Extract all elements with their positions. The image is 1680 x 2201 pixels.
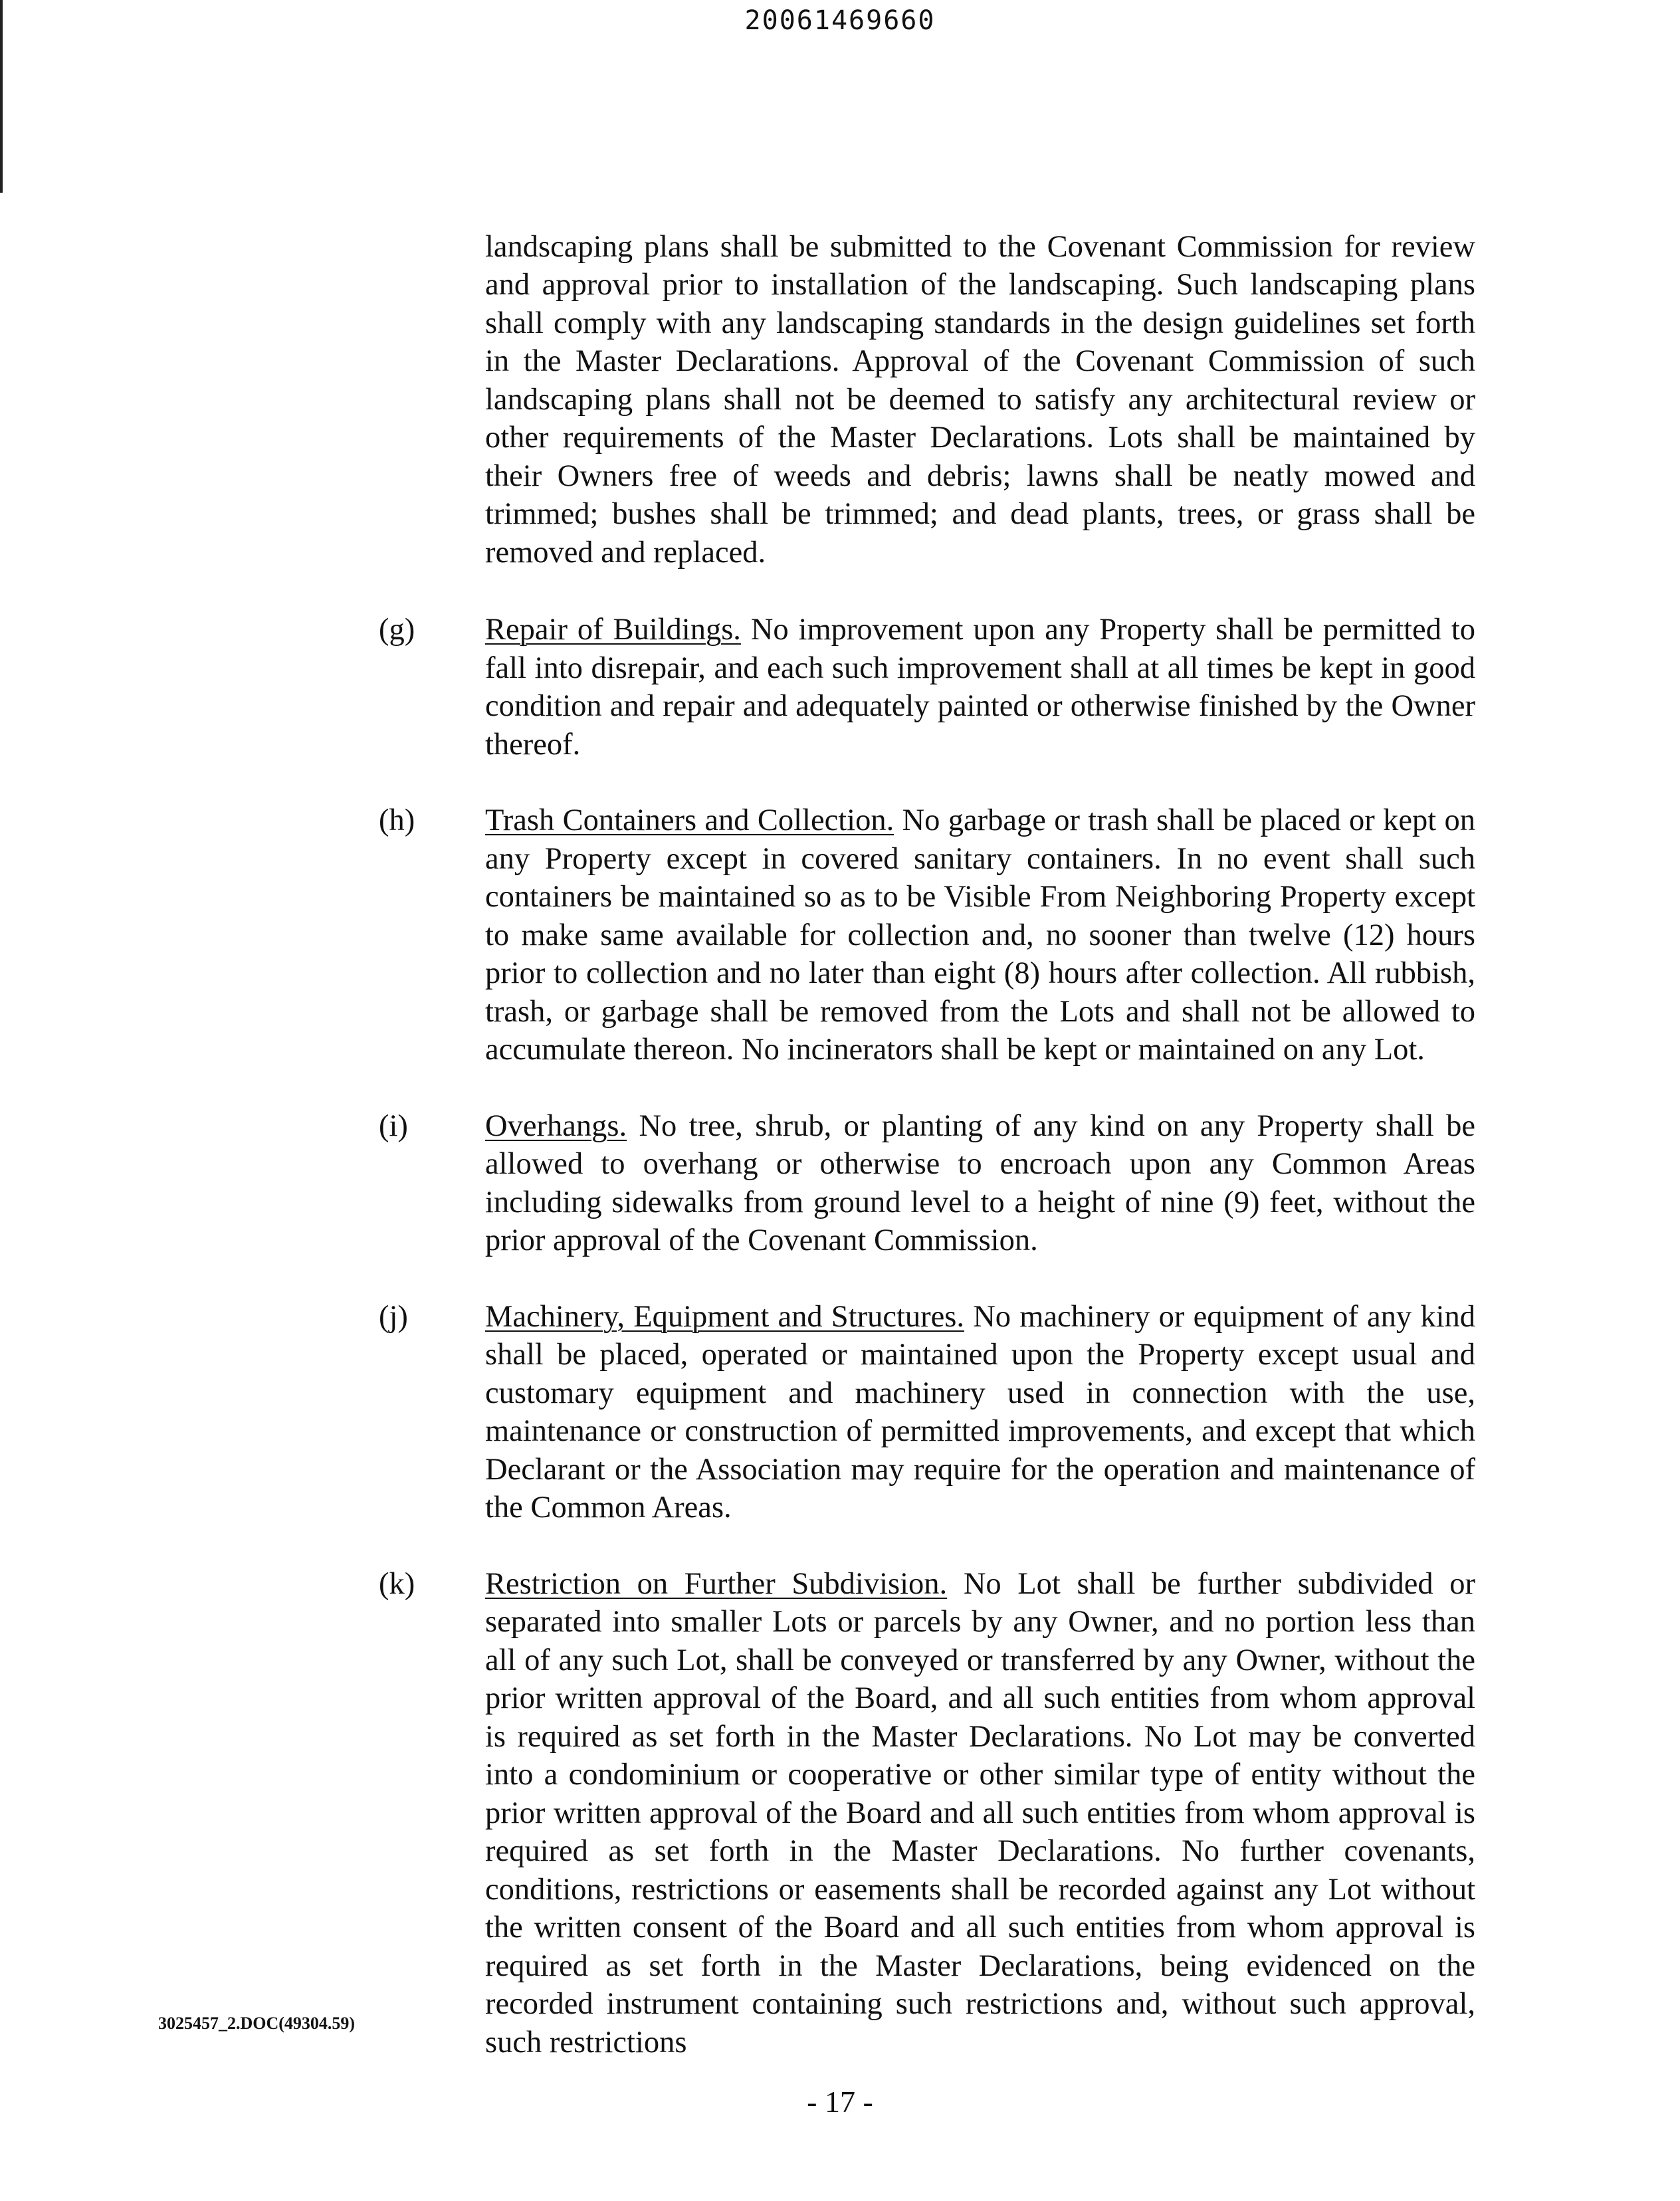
- section-i: [379, 1107, 1475, 1260]
- section-h: [379, 801, 1475, 1069]
- section-text: No garbage or trash shall be placed or kept on any Property except in covered sanitary containers. In no event shall such containers be maintained so as to be Visible From Neighboring Property except to make same available for collection and, no sooner than twelve (12) hours prior to collection and no later than eight (8) hours after collection. All rubbish, trash, or garbage shall be removed from the Lots and shall not be allowed to accumulate thereon. No incinerators shall be kept or maintained on any Lot.: [485, 803, 1476, 1067]
- section-text: No machinery or equipment of any kind shall be placed, operated or maintained upon the Property except usual and customary equipment and machinery used in connection with the use, maintenance or construction of permitted improvements, and except that which Declarant or the Association may require for the operation and maintenance of the Common Areas.: [485, 1299, 1476, 1524]
- page-number: - 17 -: [807, 2085, 873, 2119]
- section-text: No improvement upon any Property shall be permitted to fall into disrepair, and each such improvement shall at all times be kept in good condition and repair and adequately painted or otherwise finished by the Owner thereof.: [485, 613, 1475, 762]
- section-j: [379, 1298, 1475, 1527]
- section-heading: Trash Containers and Collection.: [485, 803, 894, 837]
- section-marker: (j): [379, 1299, 408, 1334]
- section-g: [379, 611, 1475, 764]
- section-heading: Machinery, Equipment and Structures.: [485, 1299, 964, 1334]
- intro-paragraph: landscaping plans shall be submitted to the Covenant Commission for review and approval prior to installation of the landscaping. Such landscaping plans shall comply with any landscaping standards in the design guidelines set forth in the Master Declarations. Approval of the Covenant Commission of such landscaping plans shall not be deemed to satisfy any architectural review or other requirements of the Master Declarations. Lots shall be maintained by their Owners free of weeds and debris; lawns shall be neatly mowed and trimmed; bushes shall be trimmed; and dead plants, trees, or grass shall be removed and replaced.: [485, 229, 1475, 570]
- section-k: [379, 1565, 1475, 2062]
- section-heading: Overhangs.: [485, 1108, 627, 1143]
- document-body: [379, 197, 1475, 2099]
- section-marker: (h): [379, 803, 415, 837]
- file-reference: 3025457_2.DOC(49304.59): [158, 2014, 356, 2033]
- section-text: No tree, shrub, or planting of any kind on any Property shall be allowed to overhang or otherwise to encroach upon any Common Areas including sidewalks from ground level to a height of nine (9) feet, without the prior approval of the Covenant Commission.: [485, 1108, 1475, 1257]
- recording-number: 20061469660: [744, 5, 936, 36]
- section-heading: Repair of Buildings.: [485, 613, 741, 647]
- section-marker: (k): [379, 1566, 415, 1601]
- section-marker: (g): [379, 613, 415, 647]
- section-text: No Lot shall be further subdivided or separated into smaller Lots or parcels by any Owner, and no portion less than all of any such Lot, shall be conveyed or transferred by any Owner, without the prior written approval of the Board, and all such entities from whom approval is required as set forth in the Master Declarations. No Lot may be converted into a condominium or cooperative or other similar type of entity without the prior written approval of the Board and all such entities from whom approval is required as set forth in the Master Declarations. No further covenants, conditions, restrictions or easements shall be recorded against any Lot without the written consent of the Board and all such entities from whom approval is required as set forth in the Master Declarations, being evidenced on the recorded instrument containing such restrictions and, without such approval, such restrictions: [485, 1566, 1476, 2059]
- section-marker: (i): [379, 1108, 408, 1143]
- section-heading: Restriction on Further Subdivision.: [485, 1566, 948, 1601]
